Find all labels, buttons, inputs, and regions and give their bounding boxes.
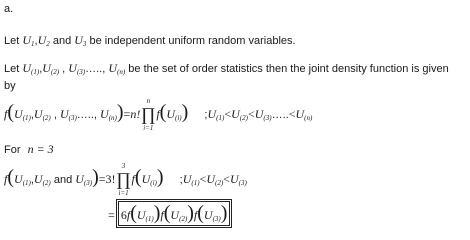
by-word: by (4, 80, 16, 92)
intro-line-2: Let $U_{(1)},U_{(2)}$ , $U_{(3)}\dots$.., $U_{(n)}$ be the set of order statistics then the joint density function is given (4, 61, 449, 76)
var-u2: $U_2$ (37, 33, 50, 48)
order-stat-u1: $U_{(1)}$ (22, 61, 40, 76)
let-word: Let (4, 35, 20, 47)
for-word: For (4, 144, 21, 156)
let-word-2: Let (4, 63, 20, 75)
final-answer-box: $6f(U_{(1)})f(U_{(2)})f(U_{(3)})$ (118, 201, 231, 226)
order-stat-un: $U_{(n)}$ (108, 61, 126, 76)
for-n-line (4, 142, 54, 157)
general-density-formula: $f(U_{(1)},U_{(2)}$ , $U_{(3)}\dots$.., $U_{(n)})=n$! n ∏ i=1 $f(U_{(i)})$ $;U_{(1)}<U_{(2)}<U_{(3)}\dots..<U_{(n)}$ (4, 97, 313, 132)
var-u1: $U_1$ (22, 33, 35, 48)
n-factorial: n! (130, 106, 141, 121)
n-equals-3: n = 3 (27, 142, 54, 156)
product-symbol: n ∏ i=1 (140, 97, 156, 132)
final-answer-line: = $6f(U_{(1)})f(U_{(2)})f(U_{(3)})$ (108, 201, 230, 226)
part-label (4, 3, 13, 15)
intro-text-2: be the set of order statistics then the joint density function is given (128, 63, 449, 75)
part-label-text: a. (4, 3, 14, 15)
and-word: and (52, 35, 72, 47)
intro-line-1: Let $U_1,U_2$ and $U_3$ be independent uniform random variables. (4, 33, 296, 48)
order-stat-u2: $U_{(2)}$ (42, 61, 60, 76)
density-n3-formula: $f(U_{(1)},U_{(2)}$ and $U_{(3)})=3$! 3 ∏ i=1 $f(U_{(i)})$ $;U_{(1)}<U_{(2)}<U_{(3)}$ (4, 162, 247, 197)
intro-line-3 (4, 80, 16, 92)
three-factorial: 3! (105, 171, 116, 186)
product-symbol-n3: 3 ∏ i=1 (116, 162, 131, 197)
var-u3: $U_3$ (74, 33, 87, 48)
intro-text-1: be independent uniform random variables. (89, 35, 296, 47)
order-stat-u3: $U_{(3)}$ (68, 61, 86, 76)
